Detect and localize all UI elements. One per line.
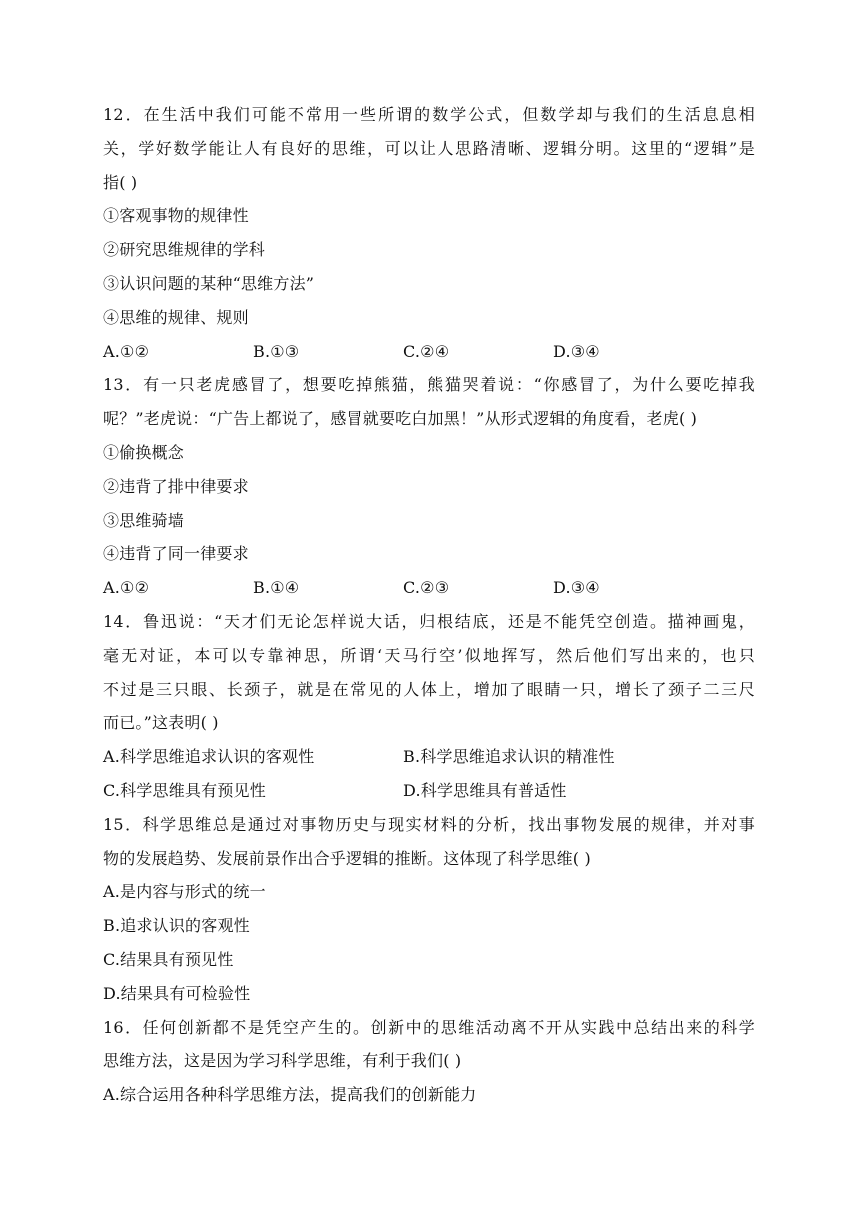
question-stem-line: 思维方法，这是因为学习科学思维，有利于我们( ) <box>103 1051 462 1071</box>
options-row <box>103 774 755 808</box>
statement-item: ③认识问题的某种“思维方法” <box>103 273 315 293</box>
question-stem-line: 15．科学思维总是通过对事物历史与现实材料的分析，找出事物发展的规律，并对事 <box>103 814 755 834</box>
question-stem-line: 而已。”这表明( ) <box>103 713 219 733</box>
options-row <box>103 571 755 605</box>
statement-item: ③思维骑墙 <box>103 510 185 530</box>
option-b[interactable]: B.追求认识的客观性 <box>103 916 250 936</box>
option-d[interactable]: D.③④ <box>553 578 600 598</box>
statement-item: ②违背了排中律要求 <box>103 476 249 496</box>
options-row <box>103 740 755 774</box>
option-b[interactable]: B.科学思维追求认识的精准性 <box>403 747 615 767</box>
statement-item: ①客观事物的规律性 <box>103 206 249 226</box>
question-stem-line: 不过是三只眼、长颈子，就是在常见的人体上，增加了眼睛一只，增长了颈子二三尺 <box>103 679 755 699</box>
option-a[interactable]: A.是内容与形式的统一 <box>103 882 266 902</box>
option-c[interactable]: C.科学思维具有预见性 <box>103 780 266 800</box>
option-a[interactable]: A.①② <box>103 341 150 361</box>
question-13 <box>103 368 755 605</box>
option-d[interactable]: D.结果具有可检验性 <box>103 983 251 1003</box>
question-12 <box>103 98 755 368</box>
options-row <box>103 335 755 369</box>
option-c[interactable]: C.②③ <box>403 578 450 598</box>
option-a[interactable]: A.①② <box>103 578 150 598</box>
question-16 <box>103 1011 755 1112</box>
question-stem-line: 呢？”老虎说：“广告上都说了，感冒就要吃白加黑！”从形式逻辑的角度看，老虎( ) <box>103 409 698 429</box>
question-14 <box>103 605 755 808</box>
question-stem-line: 16．任何创新都不是凭空产生的。创新中的思维活动离不开从实践中总结出来的科学 <box>103 1017 755 1037</box>
question-stem-line: 13．有一只老虎感冒了，想要吃掉熊猫，熊猫哭着说：“你感冒了，为什么要吃掉我 <box>103 375 755 395</box>
question-stem-line: 物的发展趋势、发展前景作出合乎逻辑的推断。这体现了科学思维( ) <box>103 848 591 868</box>
question-stem-line: 关，学好数学能让人有良好的思维，可以让人思路清晰、逻辑分明。这里的“逻辑”是 <box>103 138 755 158</box>
question-stem-line: 12．在生活中我们可能不常用一些所谓的数学公式，但数学却与我们的生活息息相 <box>103 105 755 124</box>
option-b[interactable]: B.①③ <box>253 341 300 361</box>
option-b[interactable]: B.①④ <box>253 578 300 598</box>
option-d[interactable]: D.科学思维具有普适性 <box>403 780 567 800</box>
question-stem-line: 毫无对证，本可以专靠神思，所谓‘天马行空’似地挥写，然后他们写出来的，也只 <box>103 645 755 665</box>
option-d[interactable]: D.③④ <box>553 341 600 361</box>
question-15 <box>103 808 755 1011</box>
option-c[interactable]: C.结果具有预见性 <box>103 949 234 969</box>
statement-item: ④思维的规律、规则 <box>103 307 249 327</box>
statement-item: ②研究思维规律的学科 <box>103 240 266 260</box>
option-c[interactable]: C.②④ <box>403 341 450 361</box>
statement-item: ①偷换概念 <box>103 442 185 462</box>
option-a[interactable]: A.科学思维追求认识的客观性 <box>103 747 315 767</box>
exam-page <box>103 98 755 1112</box>
statement-item: ④违背了同一律要求 <box>103 544 249 564</box>
question-stem-line: 14．鲁迅说：“天才们无论怎样说大话，归根结底，还是不能凭空创造。描神画鬼， <box>103 611 755 631</box>
option-a[interactable]: A.综合运用各种科学思维方法，提高我们的创新能力 <box>103 1085 477 1105</box>
question-stem-line: 指( ) <box>103 172 138 192</box>
